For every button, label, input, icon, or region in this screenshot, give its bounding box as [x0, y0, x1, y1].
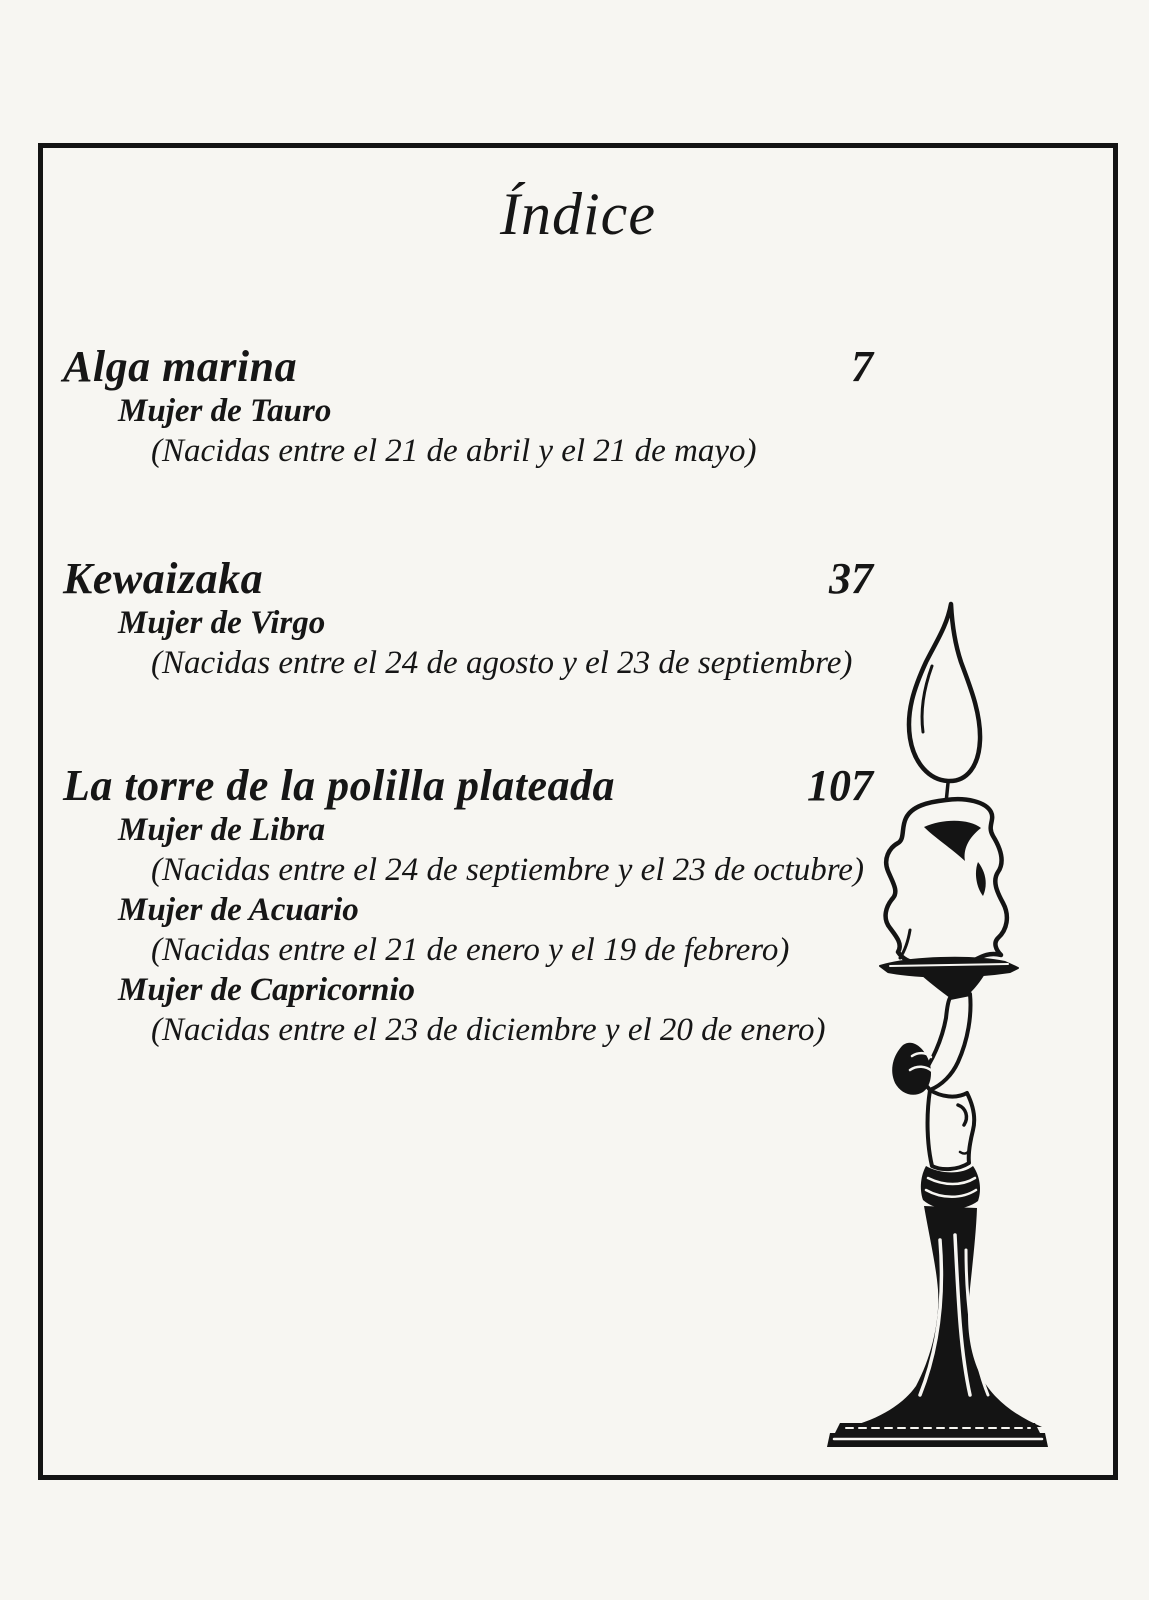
toc-entry-title: Kewaizaka — [63, 554, 264, 603]
toc-entry-page-number: 7 — [851, 342, 873, 391]
figure-hip-drape — [921, 1166, 980, 1209]
toc-sub-heading: Mujer de Tauro — [118, 393, 332, 429]
toc-sub-heading: Mujer de Libra — [118, 812, 326, 848]
figure-skirt — [848, 1206, 1042, 1427]
page-content — [43, 148, 1113, 1475]
candle-flame — [909, 604, 980, 781]
toc-sub-heading: Mujer de Capricornio — [118, 972, 416, 1008]
toc-sub-heading: Mujer de Virgo — [118, 605, 326, 641]
page-title: Índice — [500, 181, 656, 247]
toc-date-range: (Nacidas entre el 23 de diciembre y el 20 de enero) — [151, 1012, 826, 1048]
candle-tray — [880, 958, 1018, 977]
toc-entry-title-row — [63, 555, 873, 603]
toc-date-range: (Nacidas entre el 21 de enero y el 19 de febrero) — [151, 932, 790, 968]
toc-date-range: (Nacidas entre el 21 de abril y el 21 de mayo) — [151, 433, 757, 469]
toc-entry-title-row — [63, 343, 873, 391]
page-border-frame — [38, 143, 1118, 1480]
toc-entry-page-number: 107 — [807, 761, 873, 810]
figure-torso — [928, 1090, 975, 1169]
toc-entry — [63, 343, 873, 471]
toc-entry-title: La torre de la polilla plateada — [63, 761, 616, 810]
toc-entry — [63, 555, 873, 683]
toc-date-range: (Nacidas entre el 24 de septiembre y el 23 de octubre) — [151, 852, 864, 888]
toc-entry-title-row — [63, 762, 873, 810]
toc-sub-heading: Mujer de Acuario — [118, 892, 359, 928]
toc-entry-page-number: 37 — [829, 554, 873, 603]
woman-candle-holder-illustration — [820, 600, 1090, 1450]
toc-entry-title: Alga marina — [63, 342, 298, 391]
toc-date-range: (Nacidas entre el 24 de agosto y el 23 de septiembre) — [151, 645, 853, 681]
toc-entry — [63, 762, 873, 1050]
